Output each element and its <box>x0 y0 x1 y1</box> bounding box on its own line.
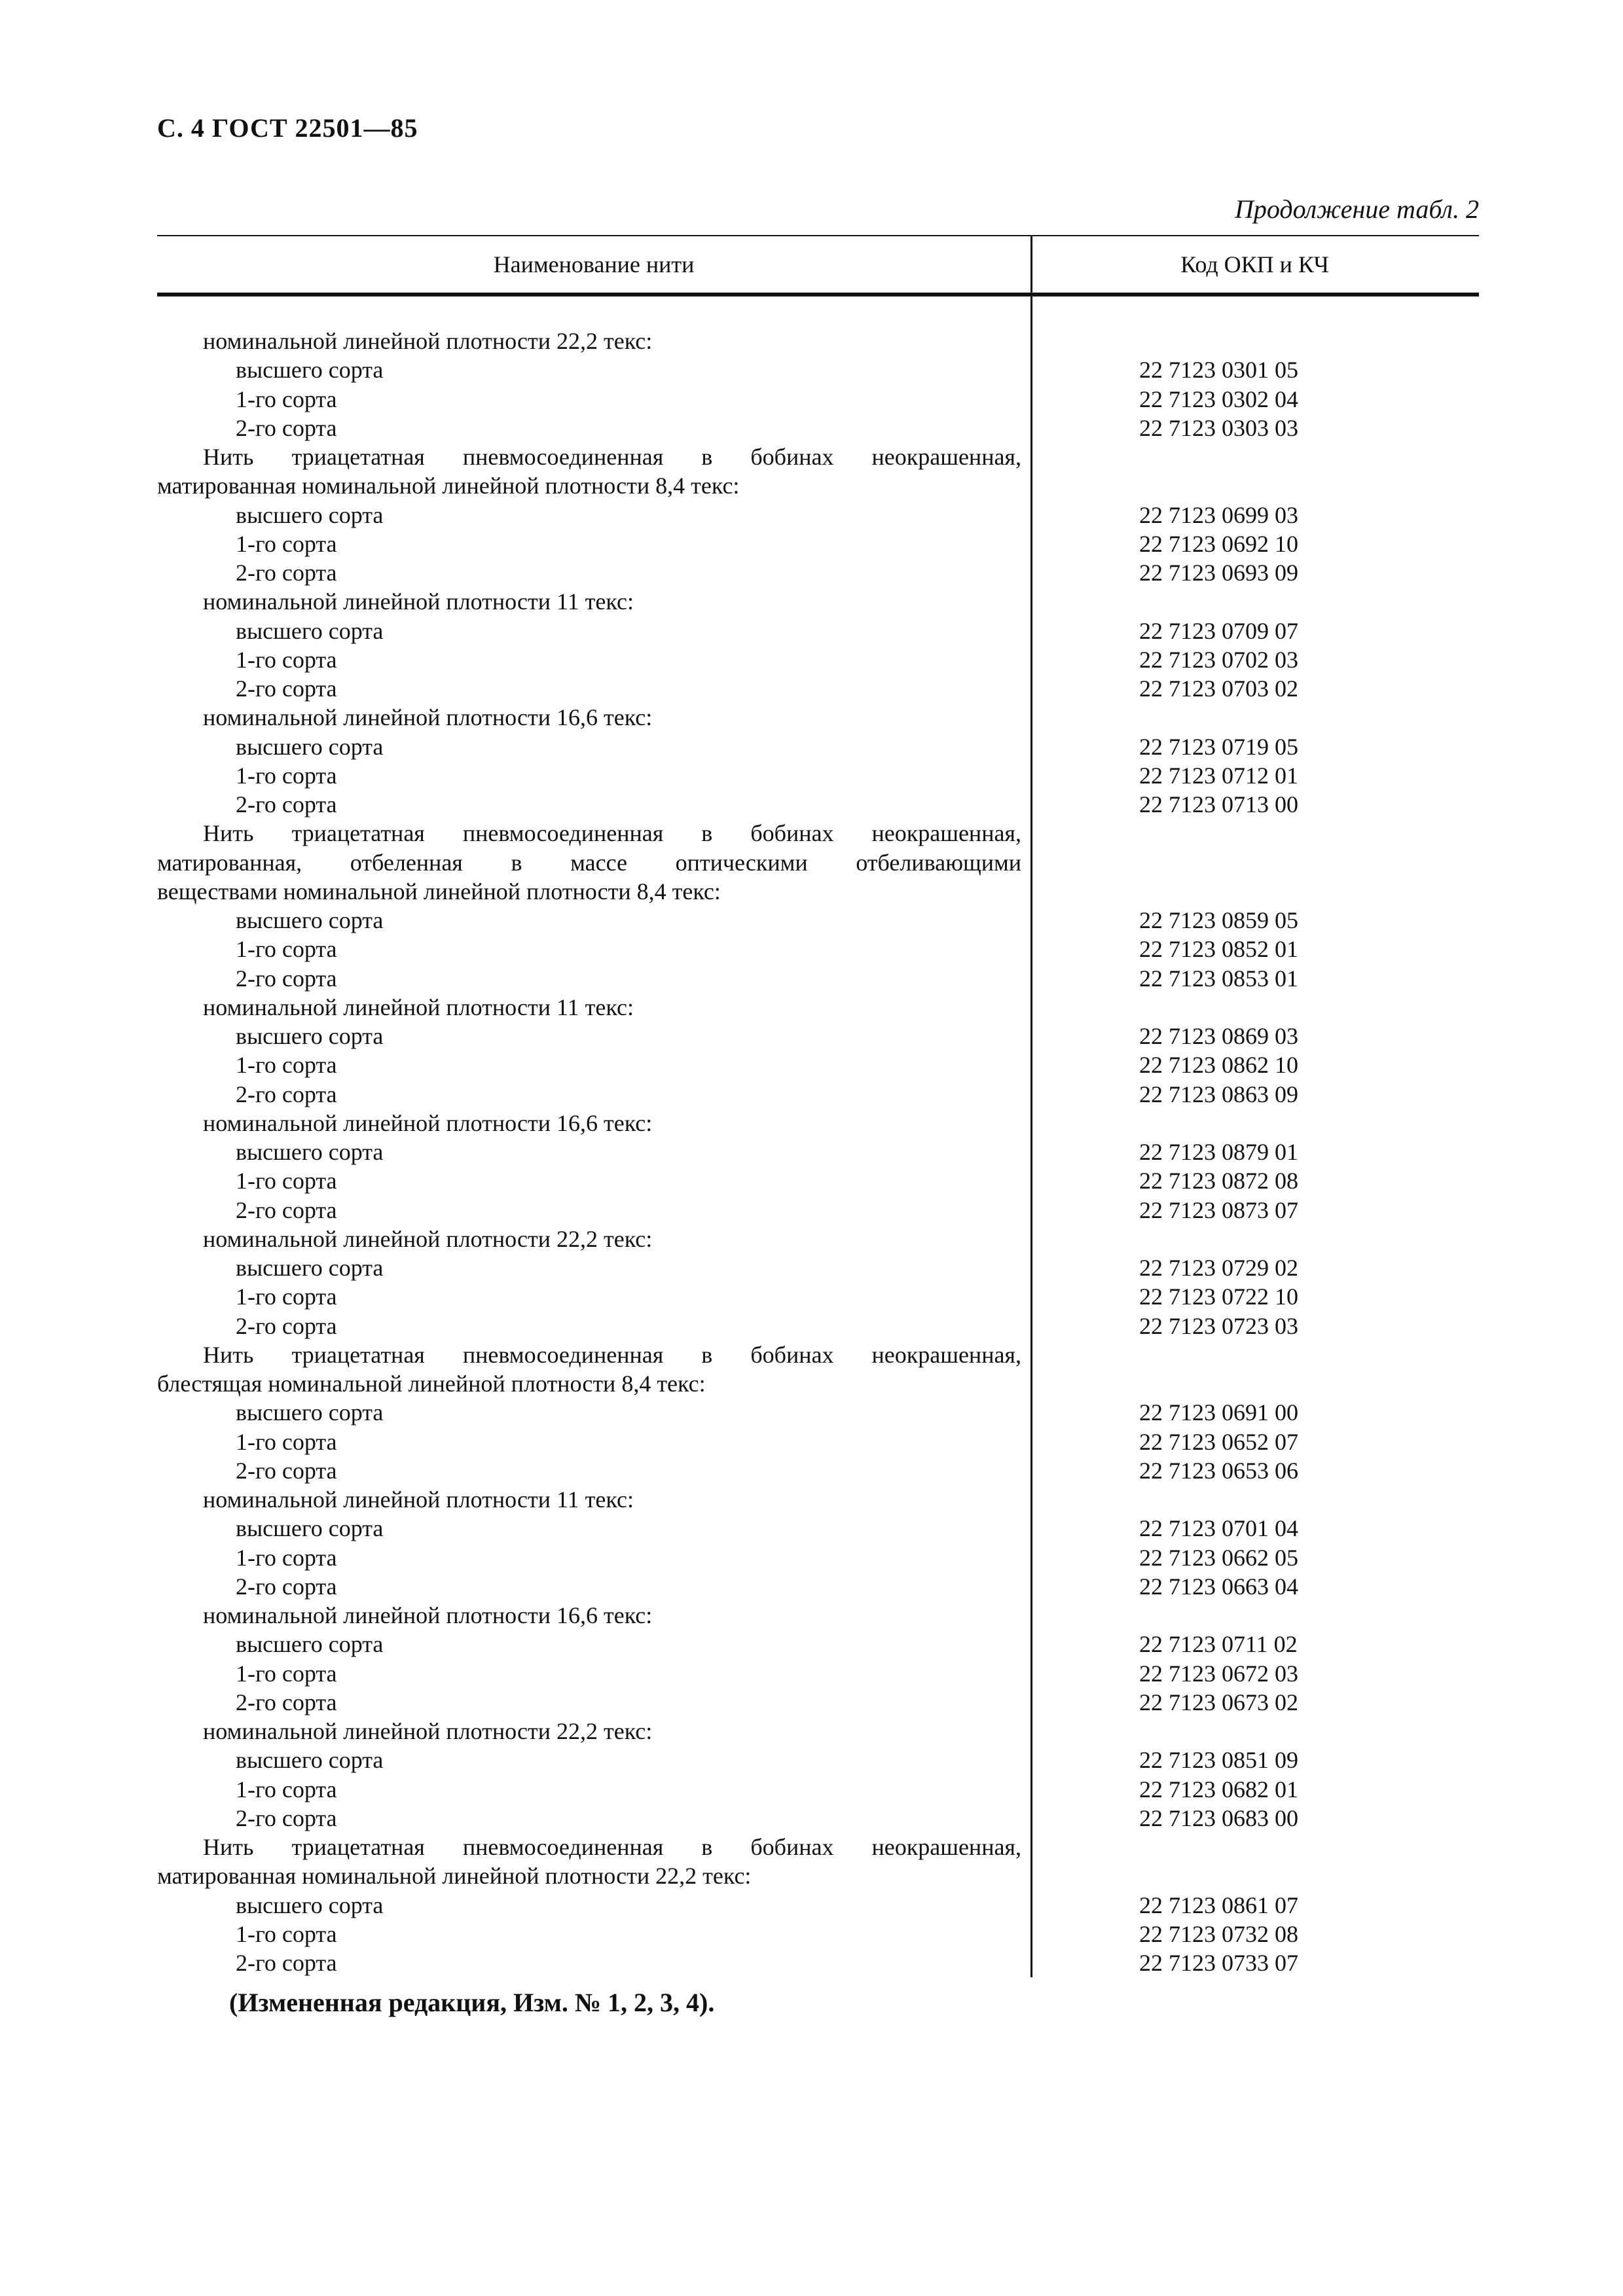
table-row <box>157 645 1479 674</box>
thread-codes-table <box>157 235 1479 1977</box>
table-row <box>157 1485 1479 1514</box>
okp-code-cell <box>1030 471 1479 500</box>
table-continuation-label: Продолжение табл. 2 <box>1234 194 1479 224</box>
thread-name-cell: высшего сорта <box>236 1515 384 1542</box>
table-row <box>157 877 1479 906</box>
okp-code-cell: 22 7123 0853 01 <box>1139 965 1298 992</box>
thread-name-cell: 1-го сорта <box>236 1283 337 1310</box>
okp-code-cell <box>1030 1340 1479 1369</box>
okp-code-cell <box>1030 1833 1479 1861</box>
thread-name-cell: 2-го сорта <box>236 1804 337 1831</box>
table-row <box>157 703 1479 732</box>
thread-name-cell: 2-го сорта <box>236 414 337 441</box>
thread-name-cell: блестящая номинальной линейной плотности 8,4 текс: <box>157 1371 706 1397</box>
okp-code-cell: 22 7123 0712 01 <box>1139 762 1298 789</box>
table-row <box>157 442 1479 471</box>
table-row <box>157 587 1479 616</box>
table-row <box>157 1253 1479 1282</box>
table-row <box>157 1920 1479 1948</box>
okp-code-cell: 22 7123 0872 08 <box>1139 1168 1298 1194</box>
table-row <box>157 1282 1479 1311</box>
thread-name-cell: 2-го сорта <box>236 1196 337 1223</box>
table-row <box>157 761 1479 790</box>
table-row <box>157 1080 1479 1109</box>
thread-name-cell: Нить триацетатная пневмосоединенная в бобинах неокрашенная, <box>203 1341 1021 1368</box>
column-header-code: Код ОКП и КЧ <box>1180 251 1329 278</box>
table-row <box>157 1196 1479 1225</box>
thread-name-cell: 2-го сорта <box>236 965 337 992</box>
table-row <box>157 790 1479 819</box>
okp-code-cell: 22 7123 0691 00 <box>1139 1399 1298 1426</box>
thread-name-cell: 1-го сорта <box>236 1920 337 1947</box>
table-header-row <box>157 236 1479 293</box>
okp-code-cell <box>1030 1717 1479 1746</box>
table-row <box>157 1138 1479 1166</box>
okp-code-cell: 22 7123 0673 02 <box>1139 1689 1298 1715</box>
thread-name-cell: веществами номинальной линейной плотности 8,4 текс: <box>157 878 721 905</box>
table-row <box>157 1340 1479 1369</box>
thread-name-cell: Нить триацетатная пневмосоединенная в бобинах неокрашенная, <box>203 444 1021 470</box>
table-row <box>157 1948 1479 1977</box>
table-body <box>157 296 1479 1977</box>
table-row <box>157 414 1479 442</box>
thread-name-cell: матированная номинальной линейной плотности 8,4 текс: <box>157 473 740 499</box>
table-row <box>157 935 1479 963</box>
thread-name-cell: высшего сорта <box>236 907 384 933</box>
table-row <box>157 1022 1479 1050</box>
thread-name-cell: высшего сорта <box>236 1023 384 1049</box>
table-row <box>157 1717 1479 1746</box>
okp-code-cell: 22 7123 0852 01 <box>1139 936 1298 963</box>
okp-code-cell <box>1030 819 1479 848</box>
thread-name-cell: 2-го сорта <box>236 1457 337 1484</box>
thread-name-cell: высшего сорта <box>236 1139 384 1165</box>
thread-name-cell: 2-го сорта <box>236 1081 337 1107</box>
thread-name-cell: номинальной линейной плотности 16,6 текс: <box>203 1109 653 1136</box>
thread-name-cell: номинальной линейной плотности 16,6 текс: <box>203 1602 653 1628</box>
okp-code-cell: 22 7123 0662 05 <box>1139 1544 1298 1571</box>
thread-name-cell: высшего сорта <box>236 1747 384 1774</box>
thread-name-cell: матированная, отбеленная в массе оптическими отбеливающими <box>157 849 1021 876</box>
table-row <box>157 732 1479 761</box>
table-row <box>157 906 1479 935</box>
thread-name-cell: высшего сорта <box>236 1631 384 1658</box>
okp-code-cell: 22 7123 0859 05 <box>1139 907 1298 933</box>
table-row <box>157 1427 1479 1456</box>
table-row <box>157 1312 1479 1340</box>
thread-name-cell: 2-го сорта <box>236 675 337 702</box>
okp-code-cell: 22 7123 0693 09 <box>1139 560 1298 586</box>
okp-code-cell <box>1030 587 1479 616</box>
thread-name-cell: 1-го сорта <box>236 530 337 557</box>
table-row <box>157 617 1479 645</box>
thread-name-cell: 1-го сорта <box>236 1544 337 1571</box>
okp-code-cell: 22 7123 0879 01 <box>1139 1139 1298 1165</box>
thread-name-cell: высшего сорта <box>236 1399 384 1426</box>
thread-name-cell: высшего сорта <box>236 733 384 760</box>
table-row <box>157 1833 1479 1861</box>
table-row <box>157 964 1479 993</box>
table-row <box>157 1514 1479 1543</box>
table-row <box>157 674 1479 703</box>
thread-name-cell: матированная номинальной линейной плотности 22,2 текс: <box>157 1863 752 1890</box>
okp-code-cell: 22 7123 0861 07 <box>1139 1892 1298 1918</box>
thread-name-cell: 1-го сорта <box>236 1660 337 1687</box>
table-row <box>157 1225 1479 1253</box>
thread-name-cell: 2-го сорта <box>236 1312 337 1339</box>
okp-code-cell: 22 7123 0862 10 <box>1139 1052 1298 1079</box>
thread-name-cell: 2-го сорта <box>236 1573 337 1600</box>
thread-name-cell: номинальной линейной плотности 11 текс: <box>203 1486 634 1513</box>
table-row <box>157 558 1479 587</box>
table-row <box>157 327 1479 355</box>
okp-code-cell: 22 7123 0682 01 <box>1139 1776 1298 1803</box>
okp-code-cell <box>1030 327 1479 355</box>
okp-code-cell: 22 7123 0863 09 <box>1139 1081 1298 1107</box>
thread-name-cell: высшего сорта <box>236 1255 384 1281</box>
table-row <box>157 1456 1479 1485</box>
table-row <box>157 848 1479 877</box>
thread-name-cell: 2-го сорта <box>236 791 337 817</box>
okp-code-cell: 22 7123 0733 07 <box>1139 1950 1298 1976</box>
thread-name-cell: высшего сорта <box>236 617 384 644</box>
table-row <box>157 1688 1479 1717</box>
table-row <box>157 1398 1479 1427</box>
table-row <box>157 355 1479 384</box>
okp-code-cell <box>1030 1225 1479 1253</box>
okp-code-cell: 22 7123 0729 02 <box>1139 1255 1298 1281</box>
column-divider <box>1030 235 1032 1977</box>
thread-name-cell: номинальной линейной плотности 22,2 текс: <box>203 1718 653 1744</box>
okp-code-cell: 22 7123 0719 05 <box>1139 733 1298 760</box>
table-row <box>157 1109 1479 1138</box>
okp-code-cell <box>1030 848 1479 877</box>
thread-name-cell: номинальной линейной плотности 11 текс: <box>203 994 634 1020</box>
okp-code-cell: 22 7123 0713 00 <box>1139 791 1298 817</box>
okp-code-cell: 22 7123 0701 04 <box>1139 1515 1298 1542</box>
thread-name-cell: 1-го сорта <box>236 936 337 963</box>
okp-code-cell <box>1030 1369 1479 1398</box>
table-row <box>157 1601 1479 1630</box>
amendment-note: (Измененная редакция, Изм. № 1, 2, 3, 4). <box>229 1988 715 2017</box>
okp-code-cell: 22 7123 0699 03 <box>1139 501 1298 528</box>
okp-code-cell: 22 7123 0711 02 <box>1139 1631 1298 1658</box>
thread-name-cell: номинальной линейной плотности 16,6 текс: <box>203 704 653 731</box>
okp-code-cell: 22 7123 0702 03 <box>1139 646 1298 673</box>
okp-code-cell: 22 7123 0709 07 <box>1139 617 1298 644</box>
thread-name-cell: Нить триацетатная пневмосоединенная в бобинах неокрашенная, <box>203 1834 1021 1860</box>
thread-name-cell: Нить триацетатная пневмосоединенная в бобинах неокрашенная, <box>203 820 1021 847</box>
okp-code-cell: 22 7123 0683 00 <box>1139 1804 1298 1831</box>
okp-code-cell <box>1030 1109 1479 1138</box>
thread-name-cell: 1-го сорта <box>236 1052 337 1079</box>
thread-name-cell: высшего сорта <box>236 357 384 384</box>
okp-code-cell: 22 7123 0672 03 <box>1139 1660 1298 1687</box>
thread-name-cell: высшего сорта <box>236 501 384 528</box>
okp-code-cell <box>1030 442 1479 471</box>
table-row <box>157 1746 1479 1774</box>
okp-code-cell: 22 7123 0302 04 <box>1139 386 1298 412</box>
column-header-name: Наименование нити <box>493 251 695 278</box>
okp-code-cell <box>1030 1861 1479 1890</box>
thread-name-cell: номинальной линейной плотности 11 текс: <box>203 588 634 615</box>
okp-code-cell: 22 7123 0723 03 <box>1139 1312 1298 1339</box>
okp-code-cell: 22 7123 0851 09 <box>1139 1747 1298 1774</box>
okp-code-cell: 22 7123 0732 08 <box>1139 1920 1298 1947</box>
thread-name-cell: 1-го сорта <box>236 1168 337 1194</box>
table-row <box>157 1630 1479 1659</box>
thread-name-cell: 1-го сорта <box>236 1776 337 1803</box>
okp-code-cell: 22 7123 0722 10 <box>1139 1283 1298 1310</box>
okp-code-cell <box>1030 1485 1479 1514</box>
okp-code-cell: 22 7123 0873 07 <box>1139 1196 1298 1223</box>
thread-name-cell: номинальной линейной плотности 22,2 текс: <box>203 1225 653 1252</box>
table-row <box>157 1659 1479 1688</box>
thread-name-cell: 1-го сорта <box>236 646 337 673</box>
table-row <box>157 385 1479 414</box>
table-row <box>157 819 1479 848</box>
okp-code-cell: 22 7123 0869 03 <box>1139 1023 1298 1049</box>
okp-code-cell <box>1030 703 1479 732</box>
okp-code-cell: 22 7123 0653 06 <box>1139 1457 1298 1484</box>
table-row <box>157 1166 1479 1195</box>
thread-name-cell: 1-го сорта <box>236 1428 337 1455</box>
table-row <box>157 501 1479 529</box>
okp-code-cell: 22 7123 0652 07 <box>1139 1428 1298 1455</box>
table-row <box>157 1050 1479 1079</box>
table-row <box>157 471 1479 500</box>
thread-name-cell: высшего сорта <box>236 1892 384 1918</box>
thread-name-cell: 1-го сорта <box>236 386 337 412</box>
table-row <box>157 1775 1479 1804</box>
table-row <box>157 1804 1479 1833</box>
thread-name-cell: 2-го сорта <box>236 1950 337 1976</box>
okp-code-cell: 22 7123 0303 03 <box>1139 414 1298 441</box>
okp-code-cell <box>1030 1601 1479 1630</box>
okp-code-cell <box>1030 993 1479 1022</box>
table-row <box>157 1572 1479 1601</box>
thread-name-cell: 2-го сорта <box>236 560 337 586</box>
table-row <box>157 1369 1479 1398</box>
okp-code-cell: 22 7123 0663 04 <box>1139 1573 1298 1600</box>
okp-code-cell: 22 7123 0692 10 <box>1139 530 1298 557</box>
thread-name-cell: 2-го сорта <box>236 1689 337 1715</box>
table-row <box>157 1861 1479 1890</box>
thread-name-cell: 1-го сорта <box>236 762 337 789</box>
table-row <box>157 1543 1479 1572</box>
thread-name-cell: номинальной линейной плотности 22,2 текс: <box>203 328 653 354</box>
page-header: С. 4 ГОСТ 22501—85 <box>157 113 418 143</box>
okp-code-cell: 22 7123 0301 05 <box>1139 357 1298 384</box>
okp-code-cell <box>1030 877 1479 906</box>
table-row <box>157 993 1479 1022</box>
table-row <box>157 529 1479 558</box>
table-row <box>157 1891 1479 1920</box>
okp-code-cell: 22 7123 0703 02 <box>1139 675 1298 702</box>
